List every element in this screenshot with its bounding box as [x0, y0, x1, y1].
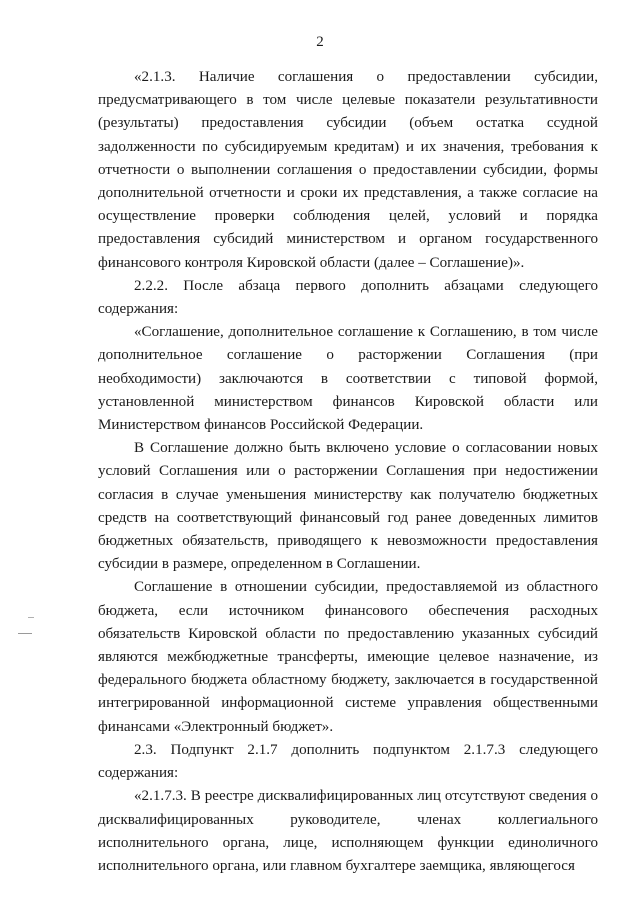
- paragraph-2-2-2: 2.2.2. После абзаца первого дополнить абзацами следующего содержания:: [98, 277, 598, 318]
- document-body: [98, 66, 598, 878]
- paragraph-agreement-conditions: В Соглашение должно быть включено условие о согласовании новых условий Соглашения или о расторжении Соглашения при недостижении согласия в случае уменьшения министерству как получателю бюджетных средств на соответствующий финансовый год ранее доведенных лимитов бюджетных обязательств, приводящего к невозможности предоставления субсидии в размере, определенном в Соглашении.: [98, 440, 598, 573]
- paragraph-2-1-7-3: «2.1.7.3. В реестре дисквалифицированных лиц отсутствуют сведения о дисквалифицированных руководителе, членах коллегиального исполнительного органа, лице, исполняющем функции единоличного исполнительного органа, или главном бухгалтере заемщика, являющегося: [98, 788, 598, 874]
- scan-artifact-mark: [28, 617, 34, 618]
- paragraph-agreement-form: «Соглашение, дополнительное соглашение к Соглашению, в том числе дополнительное соглашение о расторжении Соглашения (при необходимости) заключаются в соответствии с типовой формой, установленной министерством финансов Кировской области или Министерством финансов Российской Федерации.: [98, 324, 598, 434]
- paragraph-2-3: 2.3. Подпункт 2.1.7 дополнить подпунктом 2.1.7.3 следующего содержания:: [98, 741, 598, 782]
- page-number: 2: [316, 34, 324, 50]
- scan-artifact-mark: [18, 633, 32, 634]
- paragraph-2-1-3: «2.1.3. Наличие соглашения о предоставлении субсидии, предусматривающего в том числе целевые показатели результативности (результаты) предоставления субсидии (объем остатка ссудной задолженности по субсидируемым кредитам) и их значения, требования к отчетности о выполнении соглашения о предоставлении субсидии, формы дополнительной отчетности и сроки их представления, а также согласие на осуществление проверки соблюдения целей, условий и порядка предоставления субсидий министерством и органом государственного финансового контроля Кировской области (далее – Соглашение)».: [98, 69, 598, 271]
- paragraph-electronic-budget: Соглашение в отношении субсидии, предоставляемой из областного бюджета, если источником финансового обеспечения расходных обязательств Кировской области по предоставлению указанных субсидий являются межбюджетные трансферты, имеющие целевое назначение, из федерального бюджета областному бюджету, заключается в государственной интегрированной информационной системе управления общественными финансами «Электронный бюджет».: [98, 579, 598, 735]
